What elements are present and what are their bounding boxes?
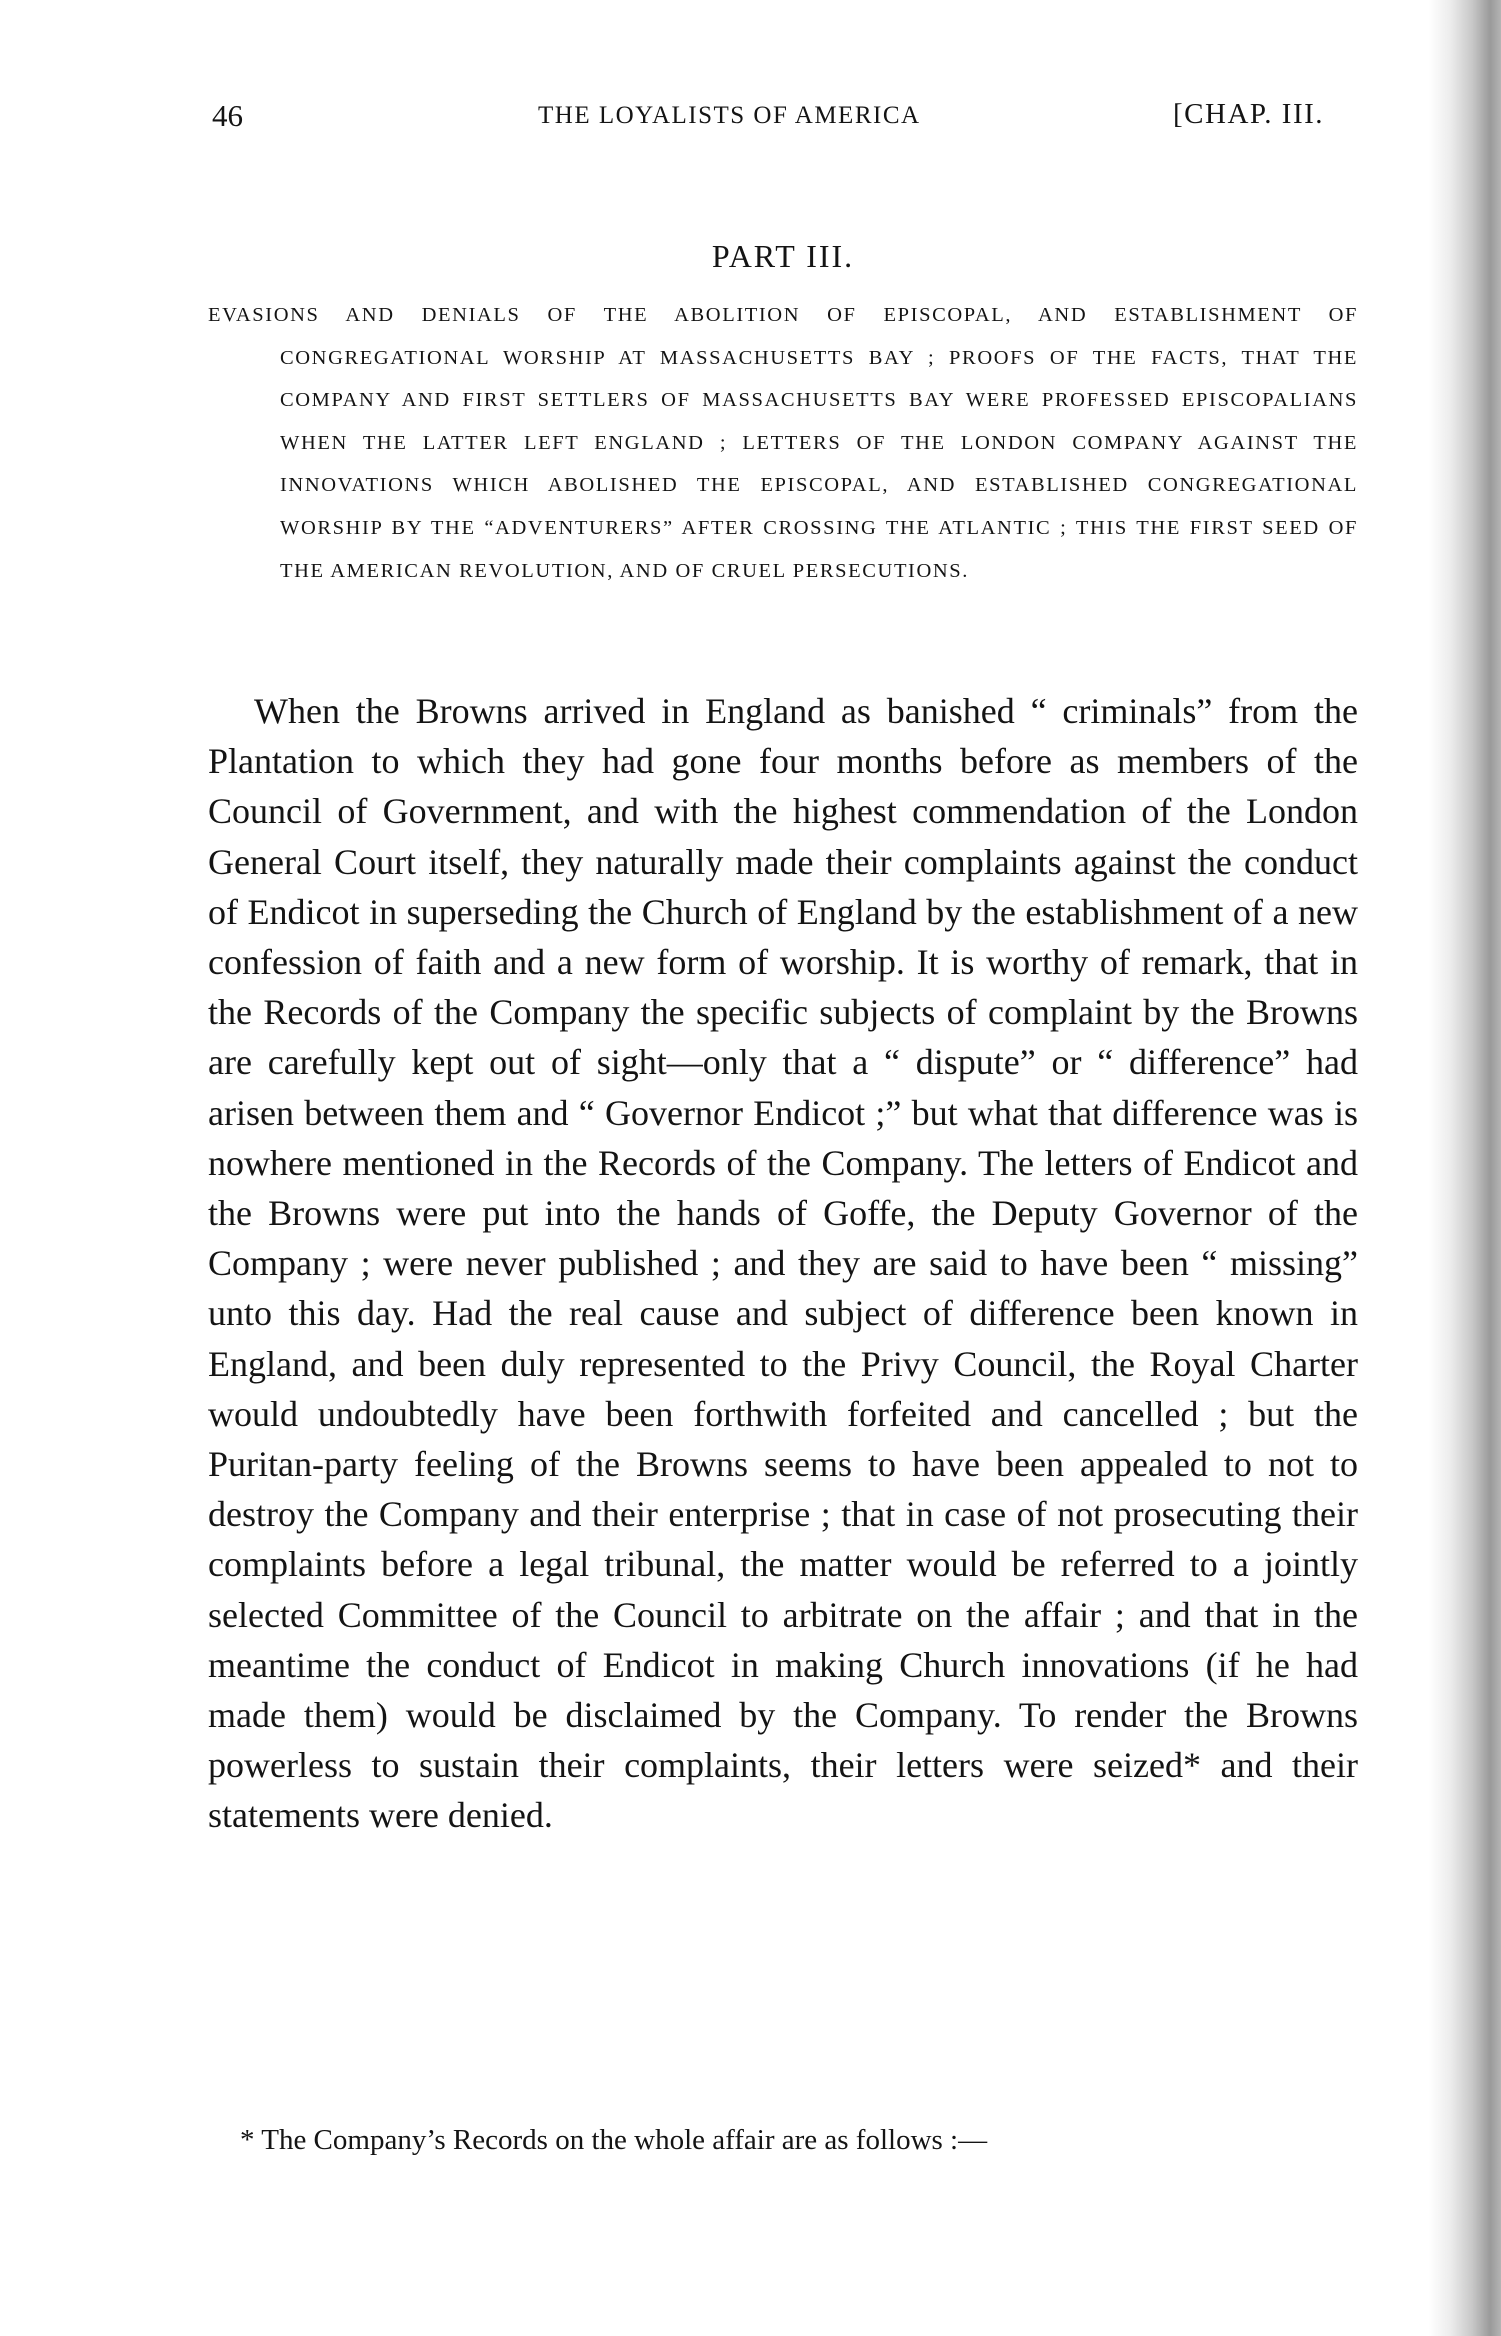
- footnote: * The Company’s Records on the whole affair are as follows :—: [240, 2124, 988, 2156]
- running-head: [208, 98, 1358, 138]
- book-page: [208, 0, 1358, 2336]
- part-title: PART III.: [711, 238, 855, 274]
- section-argument: EVASIONS AND DENIALS OF THE ABOLITION OF EPISCOPAL, AND ESTABLISHMENT OF CONGREGATIONAL WORSHIP AT MASSACHUSETTS BAY ; PROOFS OF THE FACTS, THAT THE COMPANY AND FIRST SETTLERS OF MASSACHUSETTS BAY WERE PROFESSED EPISCOPALIANS WHEN THE LATTER LEFT ENGLAND ; LETTERS OF THE LONDON COMPANY AGAINST THE INNOVATIONS WHICH ABOLISHED THE EPISCOPAL, AND ESTABLISHED CONGREGATIONAL WORSHIP BY THE “ADVENTURERS” AFTER CROSSING THE ATLANTIC ; THIS THE FIRST SEED OF THE AMERICAN REVOLUTION, AND OF CRUEL PERSECUTIONS.: [208, 304, 1358, 582]
- page-number: 46: [212, 98, 243, 133]
- body-paragraph: When the Browns arrived in England as banished “ criminals” from the Plantation to which they had gone four months before as members of the Council of Government, and with the highest commendation of the London General Court itself, they naturally made their complaints against the conduct of Endicot in superseding the Church of England by the establishment of a new confession of faith and a new form of worship. It is worthy of remark, that in the Records of the Company the specific subjects of complaint by the Browns are carefully kept out of sight—only that a “ dispute” or “ difference” had arisen between them and “ Governor Endicot ;” but what that difference was is nowhere mentioned in the Records of the Company. The letters of Endicot and the Browns were put into the hands of Goffe, the Deputy Governor of the Company ; were never published ; and they are said to have been “ missing” unto this day. Had the real cause and subject of difference been known in England, and been duly represented to the Privy Council, the Royal Charter would undoubtedly have been forthwith forfeited and cancelled ; but the Puritan-party feeling of the Browns seems to have been appealed to not to destroy the Company and their enterprise ; that in case of not prosecuting their complaints before a legal tribunal, the matter would be referred to a jointly selected Committee of the Council to arbitrate on the affair ; and that in the meantime the conduct of Endicot in making Church innovations (if he had made them) would be disclaimed by the Company. To render the Browns powerless to sustain their complaints, their letters were seized* and their statements were denied.: [208, 691, 1358, 1836]
- chapter-reference: [CHAP. III.: [1173, 98, 1325, 130]
- page-edge-shadow: [1429, 0, 1501, 2336]
- running-title: THE LOYALISTS OF AMERICA: [538, 102, 921, 129]
